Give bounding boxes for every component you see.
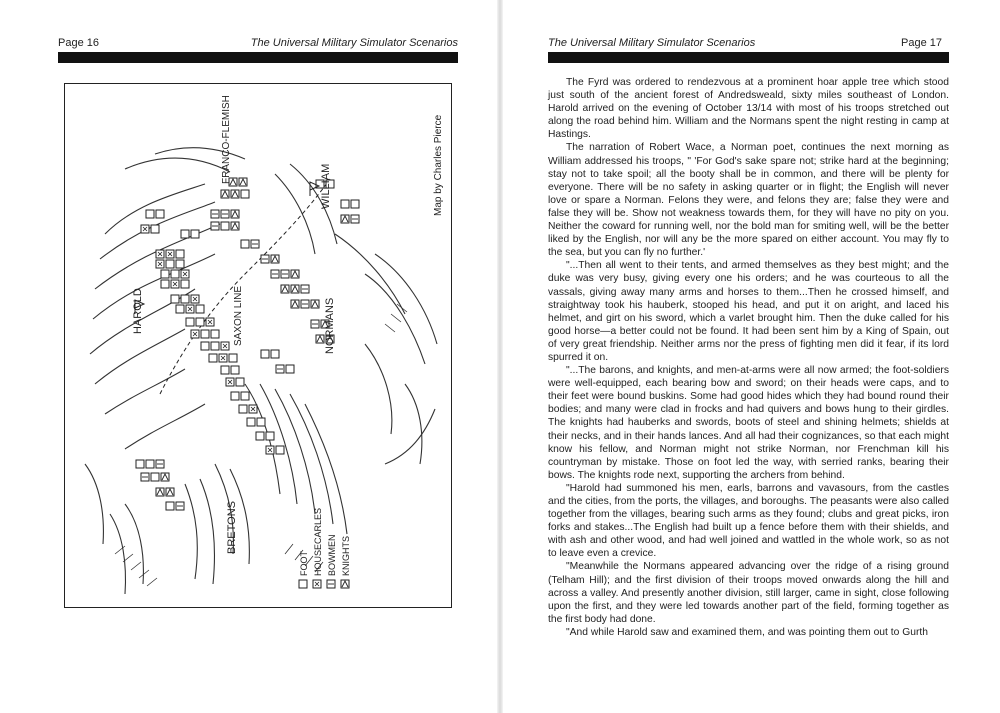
paragraph: "And while Harold saw and examined them, and was pointing them out to Gurth (566, 626, 928, 638)
terrain-hatching (85, 148, 437, 594)
body-text (548, 76, 949, 639)
legend-symbol-knights (341, 580, 349, 588)
legend-symbol-bowmen (327, 580, 335, 588)
page-number-left: Page 16 (58, 37, 99, 49)
paragraph: "Meanwhile the Normans appeared advancing over the ridge of a rising ground (Telham Hill); and the first division of their troops moved onwards along the hill and across a valley. And presently another division, still larger, came in sight, close following upon the first, and they were led towards another part of the field, forming together as the first body had done. (548, 561, 949, 625)
legend-label-housecarles: HOUSECARLES (313, 507, 323, 576)
battle-map-drawing (65, 84, 452, 608)
running-title-left: The Universal Military Simulator Scenarios (250, 37, 458, 49)
map-credit: Map by Charles Pierce (433, 114, 444, 216)
label-william: WILLIAM (320, 163, 332, 209)
map-legend (299, 508, 351, 588)
page-number-right: Page 17 (901, 37, 942, 49)
legend-label-bowmen: BOWMEN (327, 534, 337, 576)
legend-label-knights: KNIGHTS (341, 535, 351, 576)
running-title-right: The Universal Military Simulator Scenarios (548, 37, 756, 49)
breton-units (136, 460, 184, 510)
header-bar-left (58, 52, 458, 63)
paragraph: "...The barons, and knights, and men-at-arms were all now armed; the foot-soldiers were well-equipped, each bearing bow and sword; on their heads were caps, and to their feet were bound buskins. Some had good hides which they had bound round their bodies; and many were clad in frocks and had quivers and bows hung to their girdles. The knights had hauberks and swords, boots of steel and shining helmets; shields at their necks, and in their hands lances. And all had their cognizances, so that each might know his fellow, and Norman might not strike Norman, nor Frenchman kill his countryman by mistake. Those on foot led the way, with serried ranks, bearing their bows. The knights rode next, supporting the archers from behind. (548, 365, 949, 481)
right-page (500, 0, 1000, 713)
paragraph: The narration of Robert Wace, a Norman poet, continues the next morning as William addressed his troops, " 'For God's sake spare not; strike hard at the beginning; stay not to take spoil; all the booty shall be in common, and there will be plenty for everyone. There will be no safety in asking quarter or in flight; the English will never love or spare a Norman. Felons they were, and felons they are; false they were and false they will be. Show not weakness towards them, for they will have no pity on you. Neither the coward for running well, nor the bold man for smiting well, will be the better liked by the English, nor will any be the more spared on either account. You may fly to the sea, but you can fly no further.' (548, 142, 949, 259)
label-harold: HAROLD (132, 288, 144, 334)
paragraph: "Harold had summoned his men, earls, barrons and vavasours, from the castles and the cities, from the ports, the villages, and boroughs. The peasants were also called together from the villages, bearing such arms as they found; clubs and great picks, iron forks and stakes...The English had built up a fence before them with their shields, and with ash and other wood, and had well joined and wattled in the whole work, so as not to leave even a crevice. (548, 482, 949, 560)
legend-symbol-foot (299, 580, 307, 588)
battle-map (64, 83, 452, 608)
hill-shading (115, 304, 407, 586)
legend-label-foot: FOOT (299, 551, 309, 576)
paragraph: The Fyrd was ordered to rendezvous at a prominent hoar apple tree which stood just south of the ancient forest of Andredsweald, sixty miles southeast of London. Harold arrived on the evening of October 13/14 with most of his troops stretched out along the road behind him. William and the Normans spent the night resting in camp at Hastings. (548, 77, 949, 141)
label-normans: NORMANS (324, 297, 336, 354)
label-saxon-line: SAXON LINE (233, 285, 244, 346)
label-bretons: BRETONS (226, 501, 238, 554)
legend-symbol-housecarles (313, 580, 321, 588)
label-franco-flemish: FRANCO-FLEMISH (221, 95, 232, 184)
paragraph: "...Then all went to their tents, and armed themselves as they best might; and the duke was very busy, giving every one his orders; and he was courteous to all the vassals, giving away many arms and horses to them...Then he crossed himself, and straightway took his hauberk, stooped his head, and put it on aright, and laced his helmet, and girt on his sword, which a varlet brought him. Then the duke called for his good horse—a better could not be found. It had been sent him by a King of Spain, out of very great friendship. Neither arms nor the press of fighting men did it fear, if its lord spurred it on. (548, 260, 949, 363)
header-bar-right (548, 52, 949, 63)
